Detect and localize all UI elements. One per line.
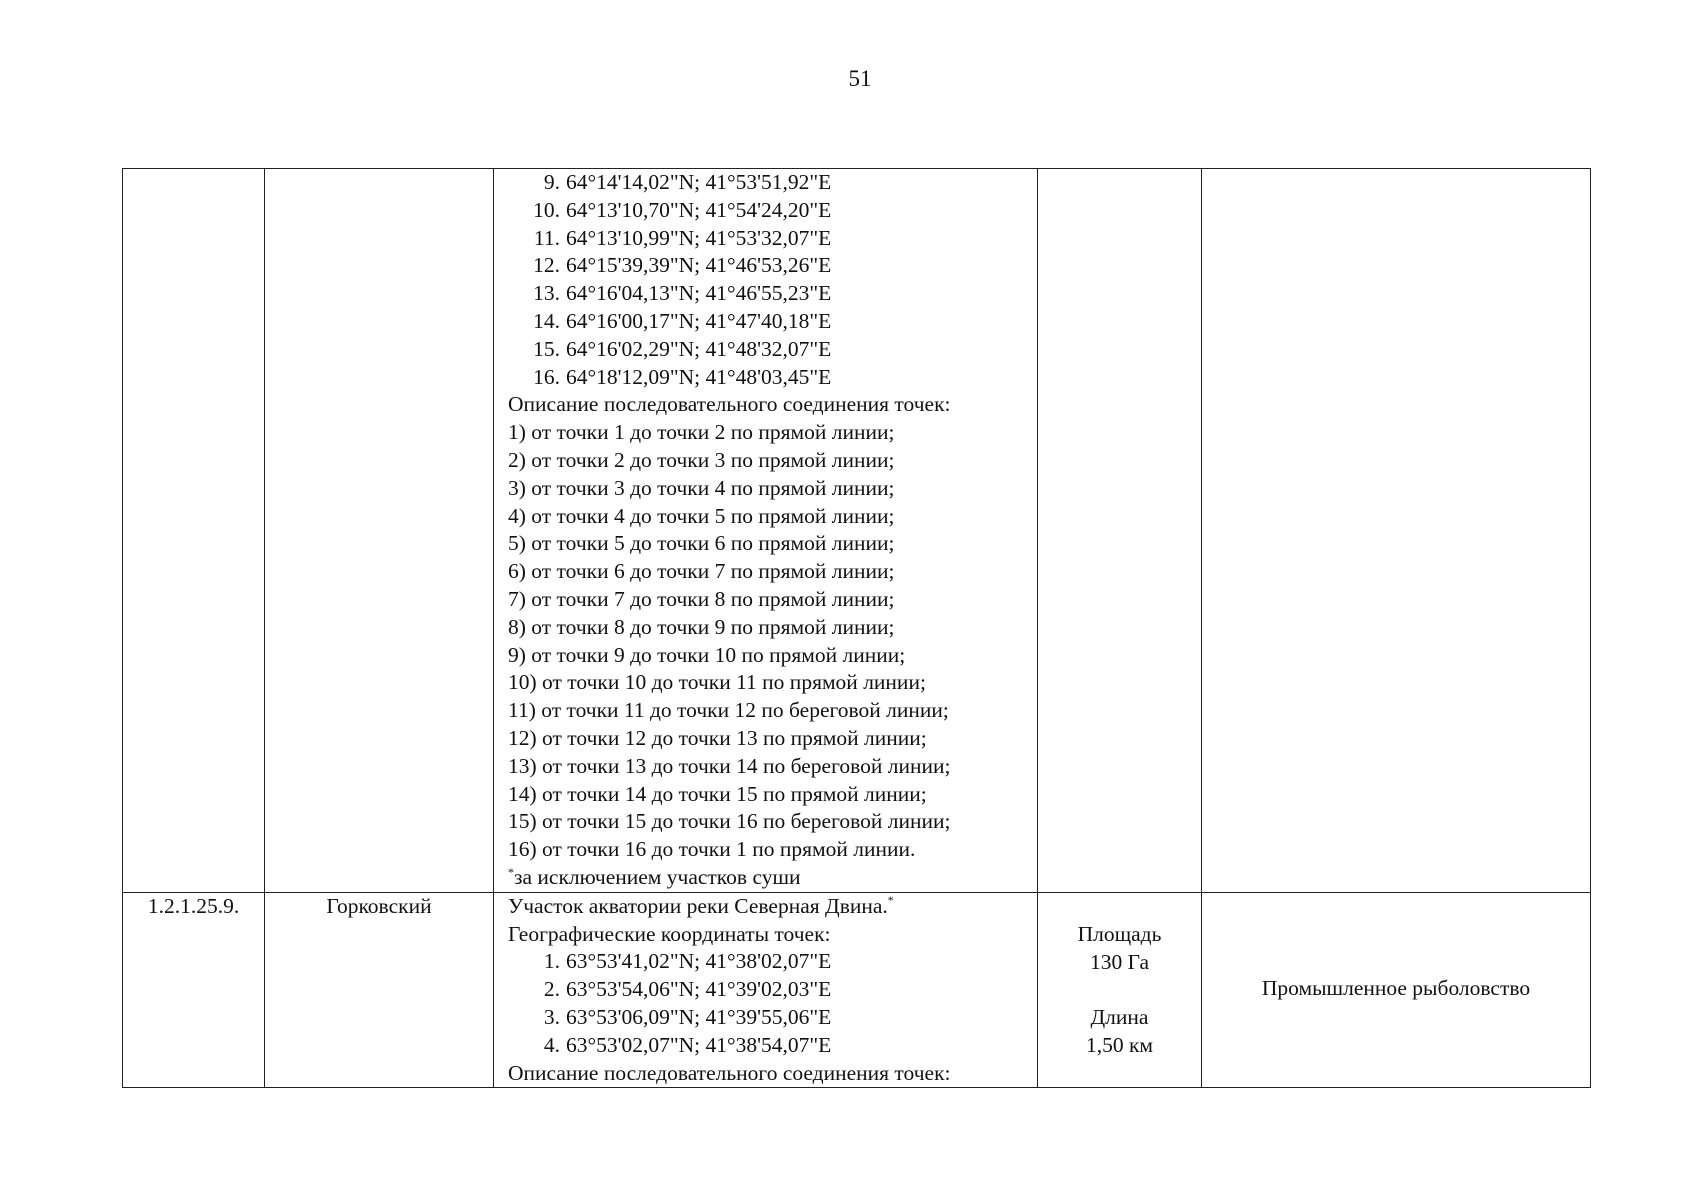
- cell-description: [494, 892, 1038, 1088]
- footnote-mark: *: [887, 892, 894, 907]
- list-item: 1. 63°53'41,02"N; 41°38'02,07"E: [543, 949, 832, 974]
- list-item: 6) от точки 6 до точки 7 по прямой линии;: [508, 559, 895, 584]
- connection-heading: Описание последовательного соединения точек:: [508, 1060, 951, 1085]
- list-item: 15. 64°16'02,29"N; 41°48'32,07"E: [533, 336, 832, 361]
- list-item: 11) от точки 11 до точки 12 по береговой линии;: [508, 698, 949, 723]
- connection-list: [508, 419, 1037, 864]
- list-item: 3) от точки 3 до точки 4 по прямой линии;: [508, 475, 895, 500]
- table-row: [123, 169, 1591, 893]
- length-label: Длина: [1090, 1005, 1149, 1030]
- list-item: 10) от точки 10 до точки 11 по прямой линии;: [508, 670, 926, 695]
- list-item: 16) от точки 16 до точки 1 по прямой линии.: [508, 837, 916, 862]
- list-item: 13) от точки 13 до точки 14 по береговой линии;: [508, 753, 951, 778]
- list-item: 10. 64°13'10,70"N; 41°54'24,20"E: [533, 197, 832, 222]
- area-label: Площадь: [1077, 921, 1162, 946]
- list-item: 5) от точки 5 до точки 6 по прямой линии;: [508, 531, 895, 556]
- list-item: 14) от точки 14 до точки 15 по прямой линии;: [508, 781, 927, 806]
- entry-title: Участок акватории реки Северная Двина.*: [508, 892, 894, 918]
- list-item: 12) от точки 12 до точки 13 по прямой линии;: [508, 725, 927, 750]
- list-item: 2. 63°53'54,06"N; 41°39'02,03"E: [543, 977, 832, 1002]
- footnote: [508, 864, 1037, 892]
- length-value: 1,50 км: [1085, 1032, 1154, 1057]
- cell-name: [265, 169, 494, 893]
- cell-purpose: [1202, 892, 1591, 1088]
- list-item: 3. 63°53'06,09"N; 41°39'55,06"E: [543, 1004, 832, 1029]
- cell-purpose: [1202, 169, 1591, 893]
- cell-description: [494, 169, 1038, 893]
- purpose-text: Промышленное рыболовство: [1261, 975, 1531, 1000]
- list-item: 4) от точки 4 до точки 5 по прямой линии;: [508, 503, 895, 528]
- list-item: 2) от точки 2 до точки 3 по прямой линии;: [508, 447, 895, 472]
- list-item: 15) от точки 15 до точки 16 по береговой линии;: [508, 809, 951, 834]
- coords-heading: Географические координаты точек:: [508, 921, 831, 946]
- cell-number: [123, 169, 265, 893]
- list-item: 9) от точки 9 до точки 10 по прямой линии;: [508, 642, 906, 667]
- entry-number: 1.2.1.25.9.: [147, 893, 240, 918]
- connection-heading: Описание последовательного соединения точек:: [508, 392, 951, 417]
- point-list: [508, 169, 1037, 391]
- footnote-mark: *: [508, 864, 514, 879]
- list-item: 12. 64°15'39,39"N; 41°46'53,26"E: [533, 253, 832, 278]
- cell-size: [1038, 892, 1202, 1088]
- page-number: 51: [848, 66, 872, 91]
- list-item: 9. 64°14'14,02"N; 41°53'51,92"E: [543, 170, 832, 194]
- point-list: [508, 948, 1037, 1059]
- footnote-text: за исключением участков суши: [514, 864, 801, 889]
- fishing-areas-table: [122, 168, 1591, 1088]
- list-item: 11. 64°13'10,99"N; 41°53'32,07"E: [533, 225, 832, 250]
- list-item: 4. 63°53'02,07"N; 41°38'54,07"E: [543, 1032, 832, 1057]
- cell-size: [1038, 169, 1202, 893]
- list-item: 8) от точки 8 до точки 9 по прямой линии;: [508, 614, 895, 639]
- list-item: 1) от точки 1 до точки 2 по прямой линии;: [508, 420, 895, 445]
- table-row: [123, 892, 1591, 1088]
- area-value: 130 Га: [1089, 949, 1150, 974]
- list-item: 14. 64°16'00,17"N; 41°47'40,18"E: [533, 308, 832, 333]
- list-item: 16. 64°18'12,09"N; 41°48'03,45"E: [533, 364, 832, 389]
- entry-name: Горковский: [326, 893, 432, 918]
- list-item: 13. 64°16'04,13"N; 41°46'55,23"E: [533, 281, 832, 306]
- cell-number: [123, 892, 265, 1088]
- cell-name: [265, 892, 494, 1088]
- list-item: 7) от точки 7 до точки 8 по прямой линии;: [508, 586, 895, 611]
